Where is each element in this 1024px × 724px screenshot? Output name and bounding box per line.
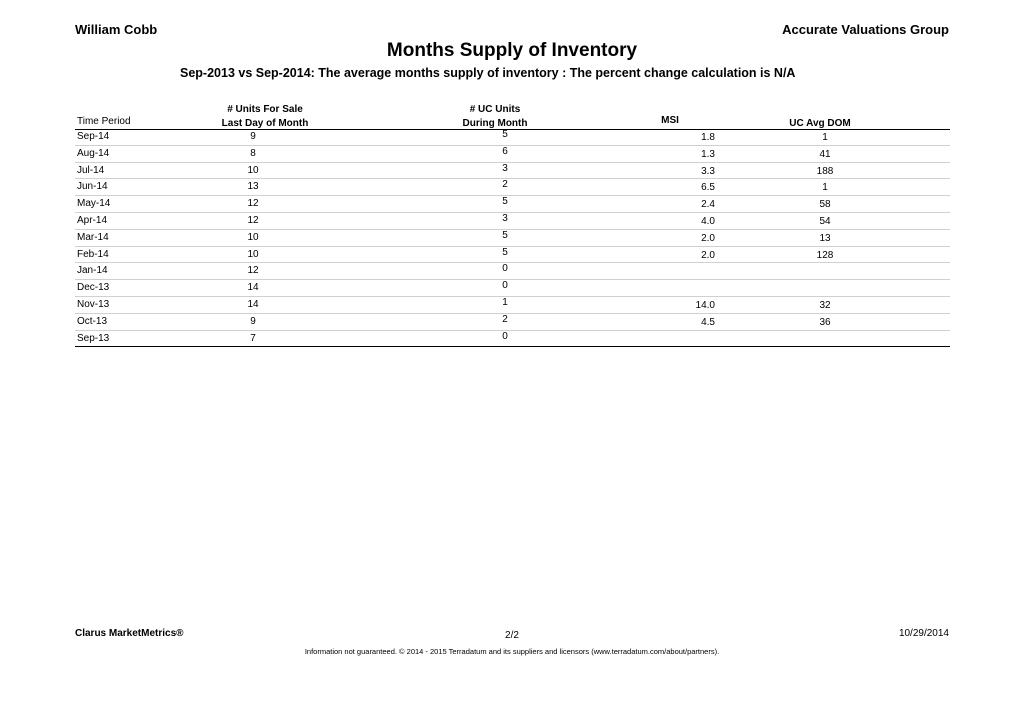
- row-period: Mar-14: [77, 231, 109, 243]
- row-units-for-sale: 8: [250, 147, 256, 159]
- row-uc-avg-dom: 54: [819, 215, 831, 227]
- row-uc-avg-dom: 1: [822, 182, 828, 194]
- row-period: Oct-13: [77, 315, 108, 327]
- row-msi: 3.3: [701, 165, 715, 177]
- row-uc-avg-dom: 58: [819, 199, 831, 211]
- row-uc-units: 5: [502, 196, 508, 208]
- row-period: Sep-14: [77, 131, 110, 142]
- col-header-uc-line2: During Month: [462, 118, 528, 129]
- col-header-dom: UC Avg DOM: [789, 118, 851, 129]
- row-uc-units: 3: [502, 212, 508, 224]
- row-units-for-sale: 9: [250, 315, 256, 327]
- row-msi: 1.3: [701, 148, 715, 160]
- row-msi: 4.5: [701, 316, 715, 328]
- row-msi: 2.0: [701, 232, 715, 244]
- row-uc-units: 5: [502, 229, 508, 241]
- row-uc-avg-dom: 36: [819, 316, 831, 328]
- row-msi: 4.0: [701, 215, 715, 227]
- row-period: Jul-14: [77, 164, 105, 176]
- company-name: Accurate Valuations Group: [782, 22, 949, 37]
- col-header-period: Time Period: [77, 116, 131, 127]
- row-units-for-sale: 12: [247, 265, 259, 277]
- row-uc-units: 3: [502, 162, 508, 174]
- row-units-for-sale: 13: [247, 181, 259, 193]
- row-period: May-14: [77, 198, 111, 210]
- row-msi: 2.0: [701, 249, 715, 261]
- row-period: Aug-14: [77, 147, 110, 159]
- col-header-units-line1: # Units For Sale: [227, 104, 303, 115]
- page-number: 2/2: [505, 630, 519, 641]
- row-units-for-sale: 14: [247, 298, 259, 310]
- row-uc-units: 6: [502, 145, 508, 157]
- report-subtitle: Sep-2013 vs Sep-2014: The average months supply of inventory : The percent change calculation is N/A: [180, 66, 796, 80]
- row-msi: 6.5: [701, 182, 715, 194]
- row-period: Jun-14: [77, 181, 108, 193]
- row-uc-units: 2: [502, 179, 508, 191]
- report-date: 10/29/2014: [898, 628, 949, 639]
- report-title: Months Supply of Inventory: [386, 40, 638, 61]
- row-msi: 1.8: [701, 132, 715, 143]
- row-uc-units: 0: [502, 330, 508, 342]
- row-units-for-sale: 7: [250, 332, 256, 344]
- row-units-for-sale: 10: [247, 231, 259, 243]
- row-uc-avg-dom: 188: [816, 165, 834, 177]
- agent-name: William Cobb: [75, 22, 158, 37]
- row-period: Jan-14: [77, 265, 108, 277]
- row-units-for-sale: 12: [247, 214, 259, 226]
- table-row: [75, 331, 950, 348]
- footer-brand: Clarus MarketMetrics®: [75, 628, 184, 639]
- row-uc-avg-dom: 128: [816, 249, 834, 261]
- row-uc-avg-dom: 32: [819, 299, 831, 311]
- row-msi: 2.4: [701, 199, 715, 211]
- col-header-msi: MSI: [661, 115, 679, 126]
- row-uc-avg-dom: 41: [819, 148, 831, 160]
- row-period: Dec-13: [77, 282, 110, 294]
- row-uc-avg-dom: 1: [822, 132, 828, 143]
- row-uc-units: 2: [502, 313, 508, 325]
- row-units-for-sale: 12: [247, 198, 259, 210]
- row-units-for-sale: 14: [247, 282, 259, 294]
- row-units-for-sale: 9: [250, 131, 256, 142]
- row-period: Nov-13: [77, 298, 110, 310]
- row-period: Feb-14: [77, 248, 109, 260]
- row-uc-units: 0: [502, 263, 508, 275]
- row-period: Apr-14: [77, 214, 108, 226]
- row-uc-units: 5: [502, 246, 508, 258]
- inventory-table: [75, 129, 950, 347]
- row-units-for-sale: 10: [247, 248, 259, 260]
- disclaimer: Information not guaranteed. © 2014 - 2015 Terradatum and its suppliers and licensors (www.terradatum.com/about/partners).: [304, 647, 720, 656]
- row-msi: 14.0: [695, 299, 715, 311]
- row-period: Sep-13: [77, 332, 110, 344]
- row-uc-units: 1: [502, 296, 508, 308]
- row-uc-avg-dom: 13: [819, 232, 831, 244]
- row-units-for-sale: 10: [247, 164, 259, 176]
- row-uc-units: 5: [502, 129, 508, 140]
- col-header-units-line2: Last Day of Month: [221, 118, 309, 129]
- row-uc-units: 0: [502, 280, 508, 292]
- col-header-uc-line1: # UC Units: [469, 104, 521, 115]
